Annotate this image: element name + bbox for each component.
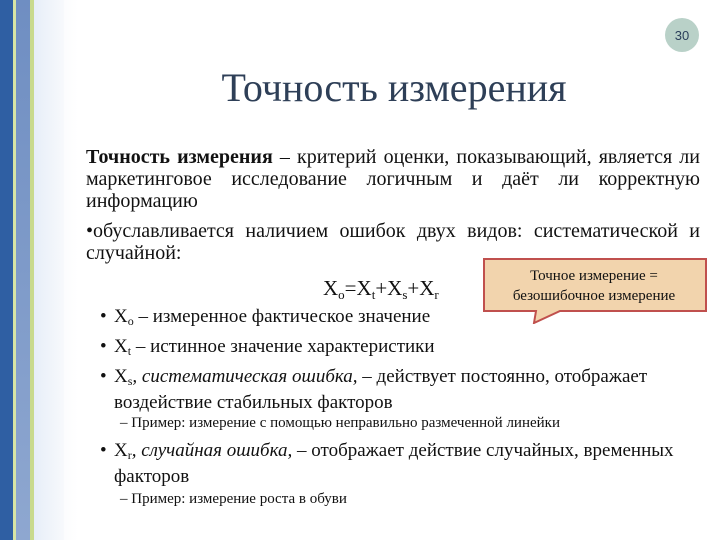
bullet-xo: • $X_o$ – измеренное фактическое значение <box>100 306 431 328</box>
bullet-xr: • $X_r$, случайная ошибка, – отображает действие случайных, временных факторов <box>100 440 674 487</box>
intro-text: – критерий оценки, показывающий, является ли маркетинговое исследование логичным и даёт ли корректную информацию <box>86 146 700 212</box>
page-number-badge: 30 <box>665 18 699 52</box>
error-formula: $X_o=X_t+X_s+X_r$ <box>323 276 439 302</box>
bullet-xs: • $X_s$, систематическая ошибка, – действует постоянно, отображает воздействие стабильных факторов <box>100 366 648 413</box>
example-random: – Пример: измерение роста в обуви <box>120 491 347 507</box>
intro-term: Точность измерения <box>86 146 273 168</box>
example-systematic: – Пример: измерение с помощью неправильно размеченной линейки <box>120 415 560 431</box>
callout-text: Точное измерение = безошибочное измерение <box>512 268 676 304</box>
slide-title: Точность измерения <box>221 65 567 110</box>
causes-paragraph: •обуславливается наличием ошибок двух видов: систематической и случайной: <box>86 220 700 264</box>
bullet-xt: • $X_t$ – истинное значение характеристики <box>100 336 435 358</box>
